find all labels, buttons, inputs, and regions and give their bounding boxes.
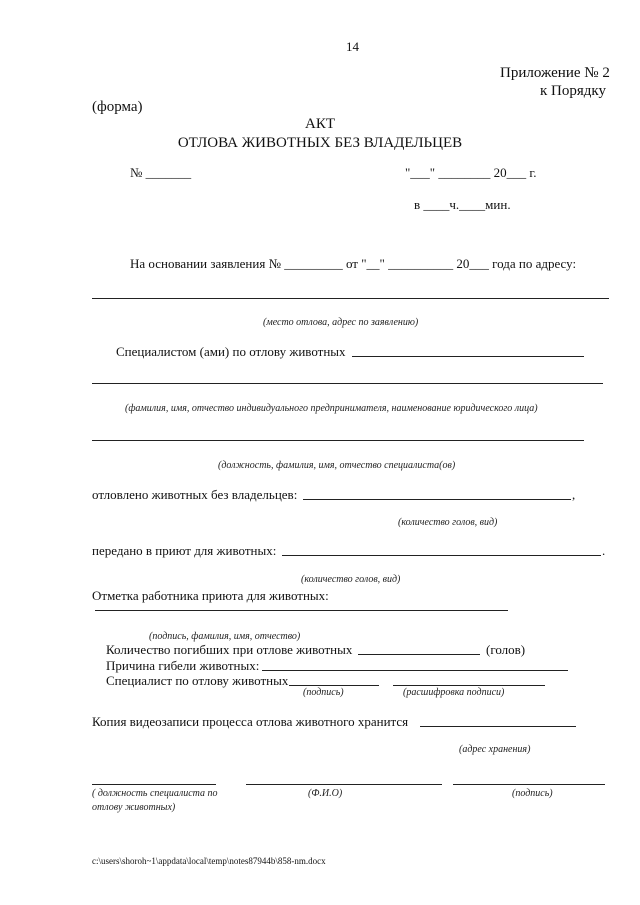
position-line (92, 440, 584, 441)
death-reason-line (262, 670, 568, 671)
footer-fio-line (246, 784, 442, 785)
file-path: c:\users\shoroh~1\appdata\local\temp\notes87944b\858-nm.docx (92, 856, 326, 866)
shelter-mark-line (95, 610, 508, 611)
video-copy-line (420, 726, 576, 727)
basis-text: На основании заявления № _________ от "__" __________ 20___ года по адресу: (130, 256, 577, 271)
footer-caption-fio: (Ф.И.О) (308, 788, 343, 799)
footer-position-line (92, 784, 216, 785)
specialist-sign-decode-line (393, 685, 545, 686)
dead-count-line (358, 654, 480, 655)
caption-storage: (адрес хранения) (459, 744, 531, 755)
dead-count-label: Количество погибших при отлове животных (106, 642, 353, 657)
footer-caption-sign: (подпись) (512, 788, 553, 799)
footer-caption-position-2: отлову животных) (92, 802, 176, 813)
act-date-field: "___" ________ 20___ г. (405, 165, 537, 180)
specialist-label: Специалистом (ами) по отлову животных (116, 344, 346, 359)
footer-sign-line (453, 784, 605, 785)
address-line (92, 298, 609, 299)
specialist-sign-label: Специалист по отлову животных (106, 673, 289, 688)
caption-sign: (подпись) (303, 687, 344, 698)
caught-end: , (572, 487, 576, 502)
footer-caption-position-1: ( должность специалиста по (92, 788, 218, 799)
form-label: (форма) (92, 99, 143, 115)
specialist-line-1 (352, 356, 584, 357)
caption-count-transferred: (количество голов, вид) (301, 574, 401, 585)
caption-position: (должность, фамилия, имя, отчество специалиста(ов) (218, 460, 456, 471)
caption-signature-fio: (подпись, фамилия, имя, отчество) (149, 631, 301, 642)
caught-label: отловлено животных без владельцев: (92, 487, 298, 502)
page-number: 14 (346, 39, 359, 54)
act-title: АКТ (305, 116, 335, 132)
transferred-label: передано в приют для животных: (92, 543, 277, 558)
dead-count-unit: (голов) (486, 642, 526, 657)
caption-count-caught: (количество голов, вид) (398, 517, 498, 528)
caption-place: (место отлова, адрес по заявлению) (263, 317, 419, 328)
appendix-line-2: к Порядку (540, 83, 606, 99)
caption-fio-org: (фамилия, имя, отчество индивидуального предпринимателя, наименование юридического лица) (125, 403, 538, 414)
caught-line (303, 499, 571, 500)
specialist-sign-line (289, 685, 379, 686)
death-reason-label: Причина гибели животных: (106, 658, 260, 673)
specialist-line-2 (92, 383, 603, 384)
act-number-field: № _______ (130, 165, 192, 180)
act-time-field: в ____ч.____мин. (414, 197, 511, 212)
appendix-line-1: Приложение № 2 (500, 65, 610, 81)
caption-sign-decode: (расшифровка подписи) (403, 687, 505, 698)
transferred-line (282, 555, 601, 556)
transferred-end: . (602, 543, 606, 558)
shelter-mark-label: Отметка работника приюта для животных: (92, 588, 329, 603)
act-subtitle: ОТЛОВА ЖИВОТНЫХ БЕЗ ВЛАДЕЛЬЦЕВ (177, 135, 463, 151)
video-copy-label: Копия видеозаписи процесса отлова животного хранится (92, 714, 409, 729)
